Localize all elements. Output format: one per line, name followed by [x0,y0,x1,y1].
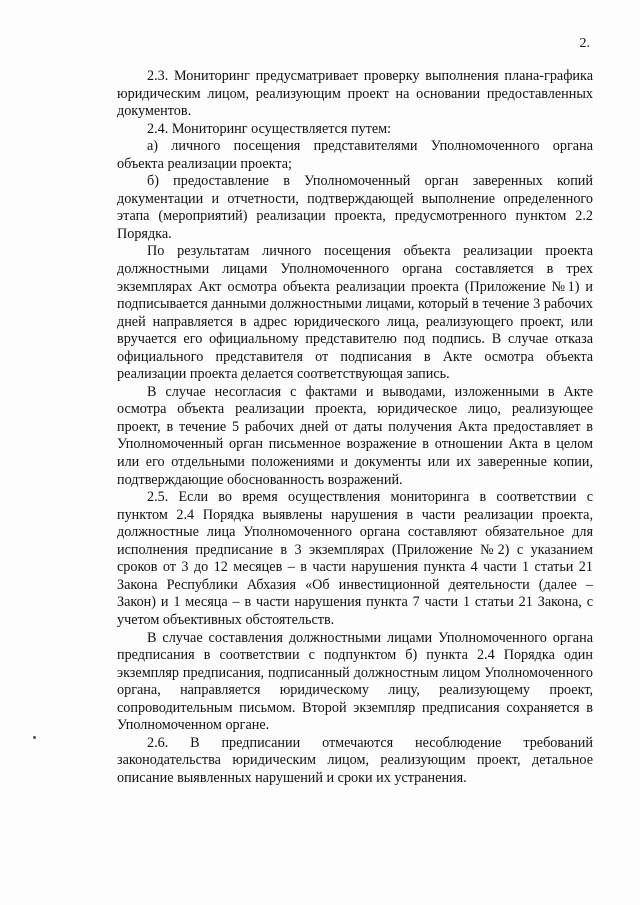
paragraph-2-4-b: б) предоставление в Уполномоченный орган заверенных копий документации и отчетности, подтверждающей выполнение определенного этапа (мероприятий) реализации проекта, предусмотренного пунктом 2.2 Порядка. [117,173,593,242]
paragraph-inspection-act: По результатам личного посещения объекта реализации проекта должностными лицами Уполномоченного органа составляется в трех экземплярах Акт осмотра объекта реализации проекта (Приложение №1) и подписывается данными должностными лицами, который в течение 3 рабочих дней направляется в адрес юридического лица, реализующего проект, или вручается его официальному представителю под подпись. В случае отказа официального представителя от подписания в Акте осмотра объекта реализации проекта делается соответствующая запись. [117,243,593,383]
page-number: 2. [579,36,590,51]
document-body [117,68,593,787]
paragraph-2-4-a: а) личного посещения представителями Уполномоченного органа объекта реализации проекта; [117,138,593,172]
paragraph-prescription: В случае составления должностными лицами Уполномоченного органа предписания в соответствии с подпунктом б) пункта 2.4 Порядка один экземпляр предписания, подписанный должностным лицом Уполномоченного органа, направляется юридическому лицу, реализующему проект, сопроводительным письмом. Второй экземпляр предписания сохраняется в Уполномоченном органе. [117,629,593,734]
paragraph-2-5: 2.5. Если во время осуществления мониторинга в соответствии с пунктом 2.4 Порядка выявлены нарушения в части реализации проекта, должностные лица Уполномоченного органа составляют обязательное для исполнения предписание в 3 экземплярах (Приложение №2) с указанием сроков от 3 до 12 месяцев – в части нарушения пункта 4 части 1 статьи 21 Закона Республики Абхазия «Об инвестиционной деятельности (далее – Закон) и 1 месяца – в части нарушения пункта 7 части 1 статьи 21 Закона, с учетом объективных обстоятельств. [117,489,593,628]
paragraph-2-4: 2.4. Мониторинг осуществляется путем: [147,120,392,137]
paragraph-2-3: 2.3. Мониторинг предусматривает проверку выполнения плана-графика юридическим лицом, реализующим проект на основании предоставленных документов. [117,68,593,120]
paragraph-disagreement: В случае несогласия с фактами и выводами, изложенными в Акте осмотра объекта реализации проекта, юридическое лицо, реализующее проект, в течение 5 рабочих дней от даты получения Акта предоставляет в Уполномоченный орган письменное возражение в отношении Акта в целом или его отдельными положениями и документы или их заверенные копии, подтверждающие обоснованность возражений. [117,383,593,488]
paragraph-2-6: 2.6. В предписании отмечаются несоблюдение требований законодательства юридическим лицом, реализующим проект, детальное описание выявленных нарушений и сроки их устранения. [117,734,593,786]
scan-speck [33,736,36,739]
